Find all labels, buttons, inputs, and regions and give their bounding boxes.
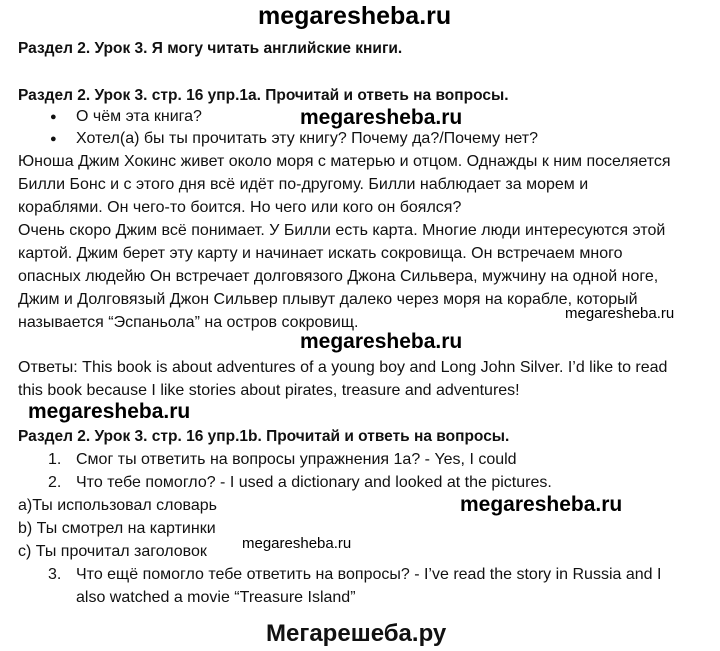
option-line: c) Ты прочитал заголовок [18,543,207,560]
watermark: megaresheba.ru [28,400,191,423]
paragraph-line: Юноша Джим Хокинс живет около моря с матерью и отцом. Однажды к ним поселяется [18,153,671,170]
watermark: megaresheba.ru [242,535,352,552]
option-line: b) Ты смотрел на картинки [18,520,216,537]
paragraph-line: Джим и Долговязый Джон Сильвер плывут далеко через моря на корабле, который [18,291,638,308]
answer-line: Ответы: This book is about adventures of a young boy and Long John Silver. I’d like to read [18,359,668,376]
watermark: megaresheba.ru [300,106,463,129]
bullet-item: ● О чём эта книга? [76,106,202,128]
paragraph-line: Очень скоро Джим всё понимает. У Билли есть карта. Многие люди интересуются этой [18,222,666,239]
answer-line: this book because I like stories about pirates, treasure and adventures! [18,382,520,399]
watermark: megaresheba.ru [300,330,463,353]
exercise-1a-heading: Раздел 2. Урок 3. стр. 16 упр.1а. Прочитай и ответь на вопросы. [18,87,509,104]
paragraph-line: называется “Эспаньола” на остров сокровищ. [18,314,359,331]
section-title: Раздел 2. Урок 3. Я могу читать английские книги. [18,40,403,57]
list-number: 3. [48,566,62,583]
list-number: 2. [48,474,62,491]
paragraph-line: Билли Бонс и с этого дня всё идёт по-другому. Билли наблюдает за морем и [18,176,589,193]
bullet-item: ● Хотел(а) бы ты прочитать эту книгу? Почему да?/Почему нет? [76,128,538,150]
paragraph-line: кораблями. Он чего-то боится. Но чего или кого он боялся? [18,199,462,216]
watermark: megaresheba.ru [565,305,675,322]
option-line: а)Ты использовал словарь [18,497,217,514]
list-item: Смог ты ответить на вопросы упражнения 1а? - Yes, I could [76,451,517,468]
footer-title: Мегарешеба.ру [266,620,447,647]
paragraph-line: картой. Джим берет эту карту и начинает искать сокровища. Он встречаем много [18,245,623,262]
watermark: megaresheba.ru [460,493,623,516]
list-item: also watched a movie “Treasure Island” [76,589,356,606]
list-item: Что ещё помогло тебе ответить на вопросы? - I’ve read the story in Russia and I [76,566,662,583]
list-item: Что тебе помогло? - I used a dictionary and looked at the pictures. [76,474,552,491]
site-header: megaresheba.ru [258,2,452,30]
list-number: 1. [48,451,62,468]
exercise-1b-heading: Раздел 2. Урок 3. стр. 16 упр.1b. Прочитай и ответь на вопросы. [18,428,510,445]
paragraph-line: опасных людейю Он встречает долговязого Джона Сильвера, мужчину на одной ноге, [18,268,659,285]
